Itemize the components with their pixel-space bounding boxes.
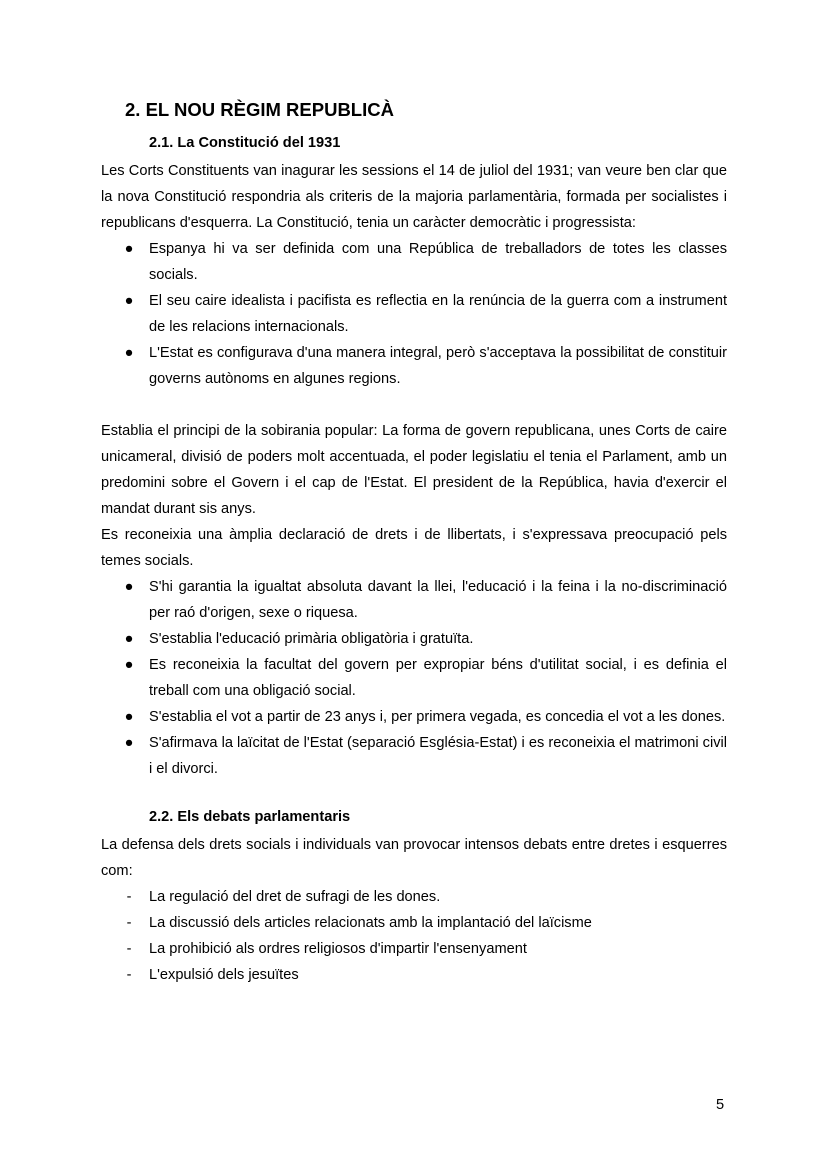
bullet-icon: ●	[124, 241, 134, 257]
constitution-intro: Les Corts Constituents van inagurar les sessions el 14 de juliol del 1931; van veure ben clar que la nova Constitució respondria als criteris de la majoria parlamentària, formada per socialistes i republicans d'esquerra. La Constitució, tenia un caràcter democràtic i progressista:	[101, 163, 727, 231]
dash-icon: -	[126, 889, 132, 905]
page-content	[101, 96, 727, 988]
bullet-icon: ●	[124, 657, 134, 673]
bullet-icon: ●	[124, 579, 134, 595]
bullet-item: ● L'Estat es configurava d'una manera integral, però s'acceptava la possibilitat de constituir governs autònoms en algunes regions.	[101, 340, 727, 392]
bullet-item: ● S'afirmava la laïcitat de l'Estat (separació Església-Estat) i es reconeixia el matrimoni civil i el divorci.	[101, 730, 727, 782]
debates-intro: La defensa dels drets socials i individuals van provocar intensos debats entre dretes i esquerres com:	[101, 837, 727, 879]
dash-icon: -	[126, 915, 132, 931]
page-number: 5	[716, 1097, 725, 1113]
dash-item: - La discussió dels articles relacionats amb la implantació del laïcisme	[101, 910, 727, 936]
rights-bullets	[101, 574, 727, 782]
bullet-icon: ●	[124, 631, 134, 647]
dash-icon: -	[126, 941, 132, 957]
rights-paragraph: Es reconeixia una àmplia declaració de drets i de llibertats, i s'expressava preocupació pels temes socials.	[101, 527, 727, 569]
sovereignty-paragraph: Establia el principi de la sobirania popular: La forma de govern republicana, unes Corts de caire unicameral, divisió de poders molt accentuada, el poder legislatiu el tenia el Parlament, amb un predomini sobre el Govern i el cap de l'Estat. El president de la República, havia d'exercir el mandat durant sis anys.	[101, 423, 727, 517]
bullet-item: ● El seu caire idealista i pacifista es reflectia en la renúncia de la guerra com a instrument de les relacions internacionals.	[101, 288, 727, 340]
section-heading-debates: 2.2. Els debats parlamentaris	[149, 809, 351, 825]
dash-icon: -	[126, 967, 132, 983]
spacer	[101, 782, 727, 806]
constitution-bullets	[101, 236, 727, 392]
bullet-item: ● Espanya hi va ser definida com una República de treballadors de totes les classes socials.	[101, 236, 727, 288]
bullet-item: ● S'establia l'educació primària obligatòria i gratuïta.	[101, 626, 727, 652]
bullet-icon: ●	[124, 735, 134, 751]
bullet-item: ● S'establia el vot a partir de 23 anys i, per primera vegada, es concedia el vot a les dones.	[101, 704, 727, 730]
bullet-icon: ●	[124, 345, 134, 361]
section-heading-constitution: 2.1. La Constitució del 1931	[149, 135, 341, 151]
bullet-icon: ●	[124, 293, 134, 309]
bullet-item: ● S'hi garantia la igualtat absoluta davant la llei, l'educació i la feina i la no-discriminació per raó d'origen, sexe o riquesa.	[101, 574, 727, 626]
debates-list	[101, 884, 727, 988]
dash-item: - La regulació del dret de sufragi de les dones.	[101, 884, 727, 910]
bullet-icon: ●	[124, 709, 134, 725]
dash-item: - La prohibició als ordres religiosos d'impartir l'ensenyament	[101, 936, 727, 962]
spacer	[101, 392, 727, 418]
chapter-title: 2. EL NOU RÈGIM REPUBLICÀ	[125, 99, 394, 120]
bullet-item: ● Es reconeixia la facultat del govern per expropiar béns d'utilitat social, i es definia el treball com una obligació social.	[101, 652, 727, 704]
dash-item: - L'expulsió dels jesuïtes	[101, 962, 727, 988]
